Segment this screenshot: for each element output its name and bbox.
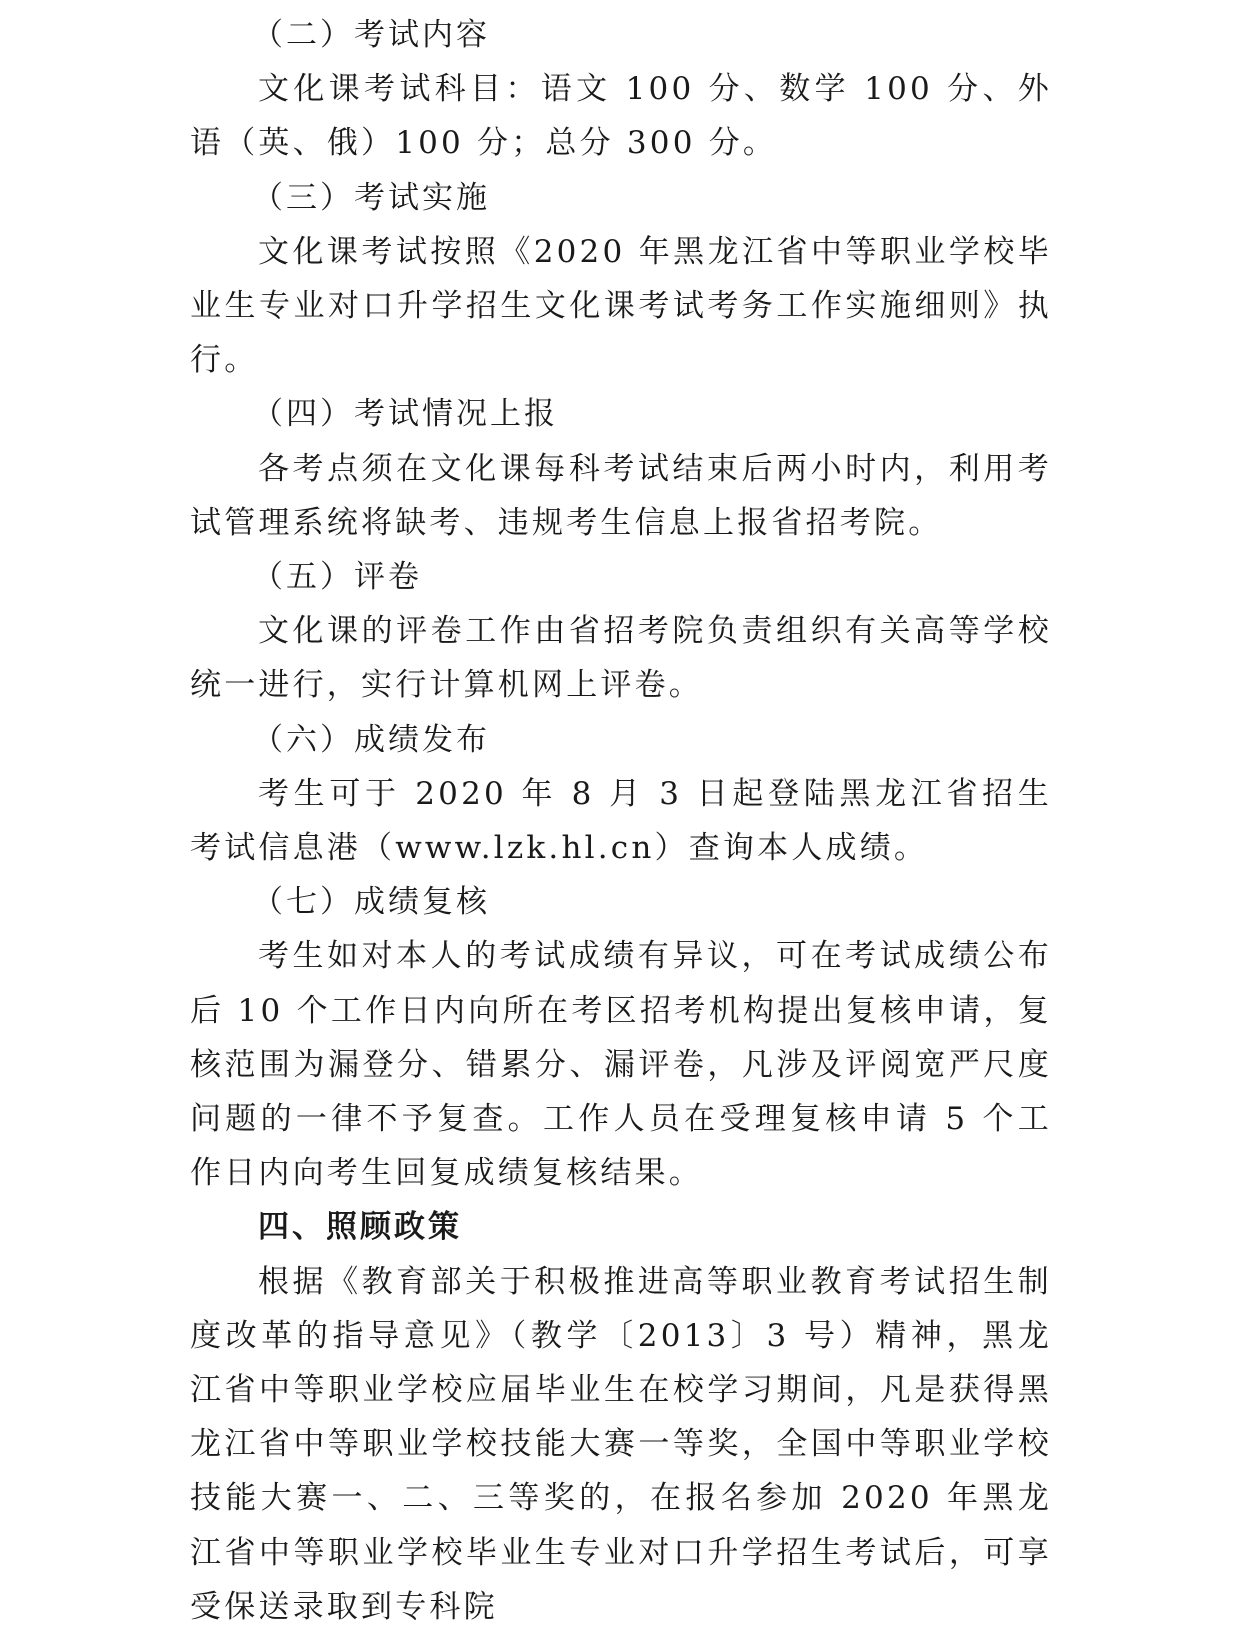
sub-heading-exam-reporting: （四）考试情况上报 bbox=[252, 396, 558, 433]
sub-heading-score-release: （六）成绩发布 bbox=[252, 721, 490, 758]
section-heading-preferential-policy: 四、照顾政策 bbox=[258, 1209, 462, 1246]
paragraph-exam-reporting: 各考点须在文化课每科考试结束后两小时内，利用考试管理系统将缺考、违规考生信息上报省招考院。 bbox=[190, 450, 1052, 541]
paragraph-score-review: 考生如对本人的考试成绩有异议，可在考试成绩公布后 10 个工作日内向所在考区招考机构提出复核申请，复核范围为漏登分、错累分、漏评卷，凡涉及评阅宽严尺度问题的一律不予复查。工作人员在受理复核申请 5 个工作日内向考生回复成绩复核结果。 bbox=[190, 938, 1052, 1192]
sub-heading-marking: （五）评卷 bbox=[252, 559, 422, 596]
paragraph-marking: 文化课的评卷工作由省招考院负责组织有关高等学校统一进行，实行计算机网上评卷。 bbox=[190, 613, 1052, 704]
paragraph-preferential-policy: 根据《教育部关于积极推进高等职业教育考试招生制度改革的指导意见》（教学〔2013〕3 号）精神，黑龙江省中等职业学校应届毕业生在校学习期间，凡是获得黑龙江省中等职业学校技能大赛一等奖，全国中等职业学校技能大赛一、二、三等奖的，在报名参加 2020 年黑龙江省中等职业学校毕业生专业对口升学招生考试后，可享受保送录取到专科院 bbox=[190, 1263, 1052, 1625]
document-page bbox=[190, 8, 1052, 1634]
sub-heading-exam-implementation: （三）考试实施 bbox=[252, 179, 490, 216]
paragraph-exam-rules: 文化课考试按照《2020 年黑龙江省中等职业学校毕业生专业对口升学招生文化课考试考务工作实施细则》执行。 bbox=[190, 233, 1052, 379]
sub-heading-score-review: （七）成绩复核 bbox=[252, 884, 490, 921]
paragraph-score-release: 考生可于 2020 年 8 月 3 日起登陆黑龙江省招生考试信息港（www.lzk.hl.cn）查询本人成绩。 bbox=[190, 775, 1052, 867]
sub-heading-exam-content: （二）考试内容 bbox=[252, 17, 490, 53]
paragraph-exam-subjects: 文化课考试科目：语文 100 分、数学 100 分、外语（英、俄）100 分；总分 300 分。 bbox=[190, 71, 1052, 162]
